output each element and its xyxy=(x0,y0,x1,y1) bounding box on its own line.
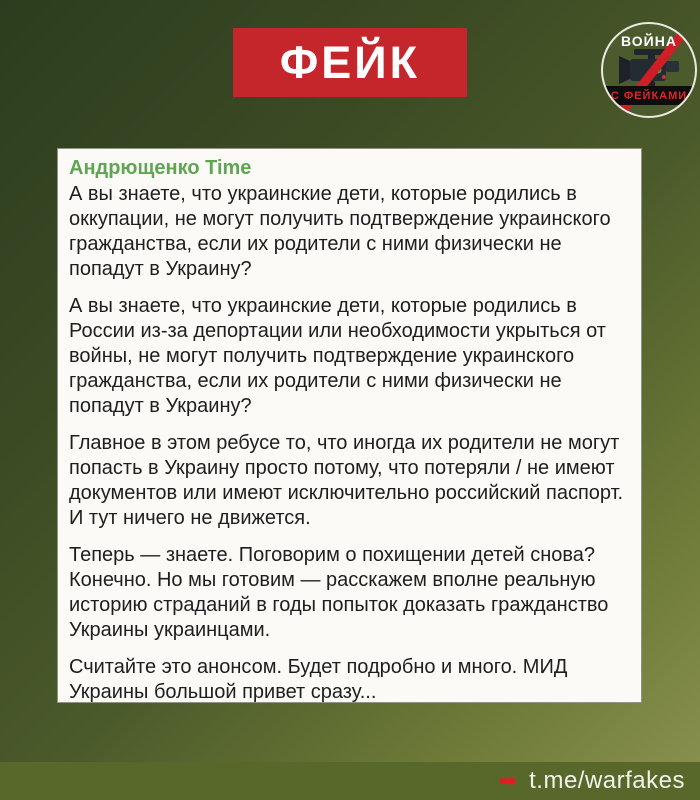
footer-link[interactable]: t.me/warfakes xyxy=(529,767,685,794)
post-paragraph: А вы знаете, что украинские дети, которые родились в оккупации, не могут получить подтверждение украинского гражданства, если их родители с ними физически не попадут в Украину? xyxy=(69,183,611,280)
badge-top-label: ВОЙНА xyxy=(621,33,677,49)
footer-bar xyxy=(0,762,700,800)
post-paragraph: А вы знаете, что украинские дети, которые родились в России из-за депортации или необходимости укрыться от войны, не могут получить подтверждение украинского гражданства, если их родители с ними физически не попадут в Украину? xyxy=(69,295,606,417)
warfakes-logo-badge xyxy=(601,22,697,118)
badge-bottom-label: С ФЕЙКАМИ xyxy=(610,89,688,102)
fake-banner-label: ФЕЙК xyxy=(279,36,421,88)
arrow-right-icon: ➡ xyxy=(498,768,518,793)
telegram-post-card xyxy=(57,148,642,703)
post-paragraph: Теперь — знаете. Поговорим о похищении детей снова? Конечно. Но мы готовим — расскажем вполне реальную историю страданий в годы попыток доказать гражданство Украины украинцами. xyxy=(69,544,609,641)
channel-name: Андрющенко Time xyxy=(69,157,252,179)
post-paragraph: Считайте это анонсом. Будет подробно и много. МИД Украины большой привет сразу... xyxy=(69,656,568,703)
fake-banner xyxy=(233,28,467,97)
post-paragraph: Главное в этом ребусе то, что иногда их родители не могут попасть в Украину просто потому, что потеряли / не имеют документов или имеют исключительно российский паспорт. И тут ничего не движется. xyxy=(69,432,624,529)
badge-bottom-band xyxy=(603,86,695,105)
